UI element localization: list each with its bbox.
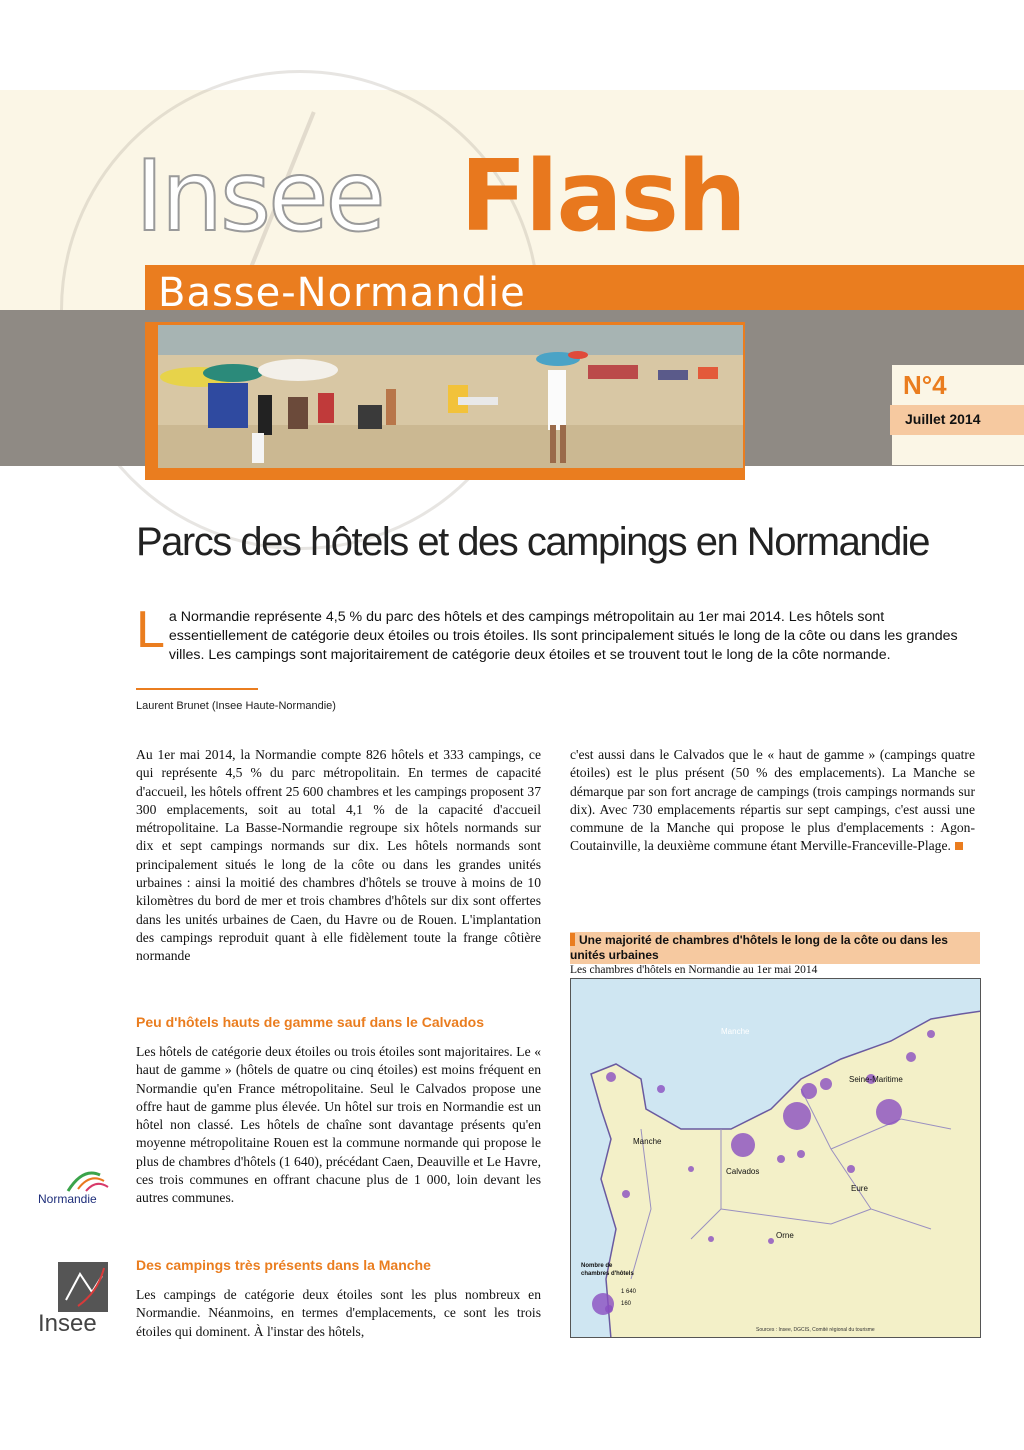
article-title: Parcs des hôtels et des campings en Normandie bbox=[136, 520, 929, 564]
map-dept-orne: Orne bbox=[776, 1231, 794, 1240]
figure-title bbox=[570, 932, 980, 964]
logo-flash-text: Flash bbox=[460, 140, 745, 254]
author-divider bbox=[136, 688, 258, 690]
figure-title-text: Une majorité de chambres d'hôtels le long de la côte ou dans les unités urbaines bbox=[570, 933, 948, 962]
column-right-text: c'est aussi dans le Calvados que le « haut de gamme » (campings quatre étoiles) est le plus présent (50 % des emplacements). La Manche se démarque par son fort ancrage de campings (trois campings normands sur dix). Avec 730 emplacements répartis sur sept campings, c'est aussi une commune de la Manche qui propose le plus d'emplacements : Agon-Coutainville, la deuxième commune étant Merville-Franceville-Plage. bbox=[570, 747, 975, 854]
logo-insee-text: Insee bbox=[135, 140, 383, 254]
figure-marker-icon bbox=[570, 933, 575, 946]
map-dept-manche: Manche bbox=[633, 1137, 662, 1146]
author-line: Laurent Brunet (Insee Haute-Normandie) bbox=[136, 700, 336, 712]
map-dept-eure: Eure bbox=[851, 1184, 868, 1193]
column-left-para-2: Les hôtels de catégorie deux étoiles ou trois étoiles sont majoritaires. Le « haut de gamme » (hôtels de quatre ou cinq étoiles) est moins fréquent en Normandie qu'en France métropolitaine. Seul le Calvados propose une offre haut de gamme plus élevée. Un hôtel sur trois en Normandie est un hôtel non classé. Les hôtels de chaîne sont davantage présents qu'en moyenne métropolitaine Rouen est la commune normande qui propose le plus de chambres d'hôtels (1 640), précédant Caen, Deauville et Le Havre, ces trois communes en offrant chacune plus de 1 000, loin devant les autres communes. bbox=[136, 1044, 541, 1206]
map-legend-value-2: 160 bbox=[621, 1301, 632, 1307]
column-left-para-1: Au 1er mai 2014, la Normandie compte 826 hôtels et 333 campings, ce qui représente 4,5 % du parc métropolitain. En termes de capacité d'accueil, les hôtels offrent 25 600 chambres et les campings proposent 37 300 emplacements, soit au total 4,1 % de la capacité d'accueil métropolitaine. La Basse-Normandie regroupe six hôtels normands sur dix et sept campings normands sur dix. Les hôtels normands sont principalement situés le long de la côte ou dans les grandes unités urbaines : ainsi la moitié des chambres d'hôtels se trouve à moins de 10 kilomètres du bord de mer et trois chambres d'hôtels sur dix sont offertes dans les unités urbaines de Caen, du Havre ou de Rouen. L'implantation des campings reproduit quant à elle fidèlement toute la frange côtière normande bbox=[136, 747, 541, 964]
issue-number: N°4 bbox=[903, 370, 947, 400]
map-sea-label: Manche bbox=[721, 1027, 750, 1036]
map-dept-calvados: Calvados bbox=[726, 1167, 760, 1176]
map-legend-title: Nombre de chambres d'hôtels bbox=[581, 1263, 634, 1277]
lead-text: a Normandie représente 4,5 % du parc des hôtels et des campings métropolitain au 1er mai 2014. Les hôtels sont essentiellement de catégorie deux étoiles ou trois étoiles. Ils sont principalement situés le long de la côte ou dans les grandes villes. Les campings sont majoritairement de catégorie deux étoiles et se trouvent tout le long de la côte normande. bbox=[168, 609, 958, 663]
column-left-para-3: Les campings de catégorie deux étoiles sont les plus nombreux en Normandie. Néanmoins, en termes d'emplacements, ce sont les trois étoiles qui dominent. À l'instar des hôtels, bbox=[136, 1287, 541, 1339]
end-mark-icon bbox=[955, 842, 963, 850]
beach-photo bbox=[158, 325, 743, 468]
figure-subtitle: Les chambres d'hôtels en Normandie au 1er mai 2014 bbox=[570, 964, 818, 976]
map-source: Sources : Insee, DGCIS, Comité régional du tourisme bbox=[756, 1327, 875, 1333]
drop-cap: L bbox=[136, 601, 165, 659]
map-dept-seine-maritime: Seine-Maritime bbox=[849, 1075, 903, 1084]
insee-logo-text: Insee bbox=[38, 1310, 97, 1337]
lead-paragraph bbox=[136, 601, 976, 665]
normandie-logo-text: Normandie bbox=[38, 1192, 97, 1206]
section-heading-hotels: Peu d'hôtels hauts de gamme sauf dans le Calvados bbox=[136, 1014, 484, 1030]
map-legend-value-1: 1 640 bbox=[621, 1289, 637, 1295]
insee-logo-mark bbox=[58, 1262, 108, 1312]
column-right-para-1 bbox=[570, 746, 975, 856]
issue-date: Juillet 2014 bbox=[905, 411, 981, 427]
normandy-map bbox=[570, 978, 981, 1338]
region-name: Basse-Normandie bbox=[158, 270, 526, 316]
section-heading-campings: Des campings très présents dans la Manche bbox=[136, 1257, 431, 1273]
